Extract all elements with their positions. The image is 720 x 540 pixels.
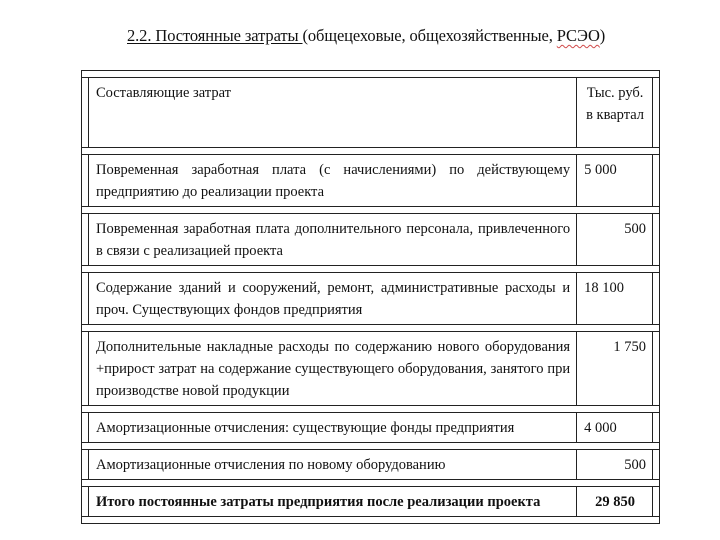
page-title	[127, 26, 605, 46]
table-row	[82, 331, 659, 406]
table-row	[82, 449, 659, 480]
header-amount: Тыс. руб. в квартал	[577, 77, 653, 148]
table-total-row	[82, 486, 659, 517]
header-component: Составляющие затрат	[88, 77, 577, 148]
row-amount: 18 100	[577, 272, 653, 325]
table-row	[82, 272, 659, 325]
cost-table	[81, 70, 660, 524]
title-underlined-word: РСЭО	[556, 26, 600, 45]
row-amount: 4 000	[577, 412, 653, 443]
title-main: 2.2. Постоянные затраты	[127, 26, 299, 45]
row-label: Повременная заработная плата дополнительного персонала, привлеченного в связи с реализацией проекта	[88, 213, 577, 266]
table-row	[82, 213, 659, 266]
total-label: Итого постоянные затраты предприятия после реализации проекта	[88, 486, 577, 517]
row-label: Амортизационные отчисления: существующие фонды предприятия	[88, 412, 577, 443]
title-closing: )	[599, 26, 606, 45]
table-header-row	[82, 77, 659, 148]
table-row	[82, 412, 659, 443]
row-label: Амортизационные отчисления по новому оборудованию	[88, 449, 577, 480]
row-label: Повременная заработная плата (с начислениями) по действующему предприятию до реализации проекта	[88, 154, 577, 207]
row-amount: 500	[577, 213, 653, 266]
row-amount: 1 750	[577, 331, 653, 406]
table-row	[82, 154, 659, 207]
row-amount: 500	[577, 449, 653, 480]
title-detail: (общецеховые, общехозяйственные,	[302, 26, 553, 45]
row-label: Содержание зданий и сооружений, ремонт, административные расходы и проч. Существующих фондов предприятия	[88, 272, 577, 325]
total-amount: 29 850	[577, 486, 653, 517]
row-label: Дополнительные накладные расходы по содержанию нового оборудования +прирост затрат на содержание существующего оборудования, занятого при производстве новой продукции	[88, 331, 577, 406]
row-amount: 5 000	[577, 154, 653, 207]
